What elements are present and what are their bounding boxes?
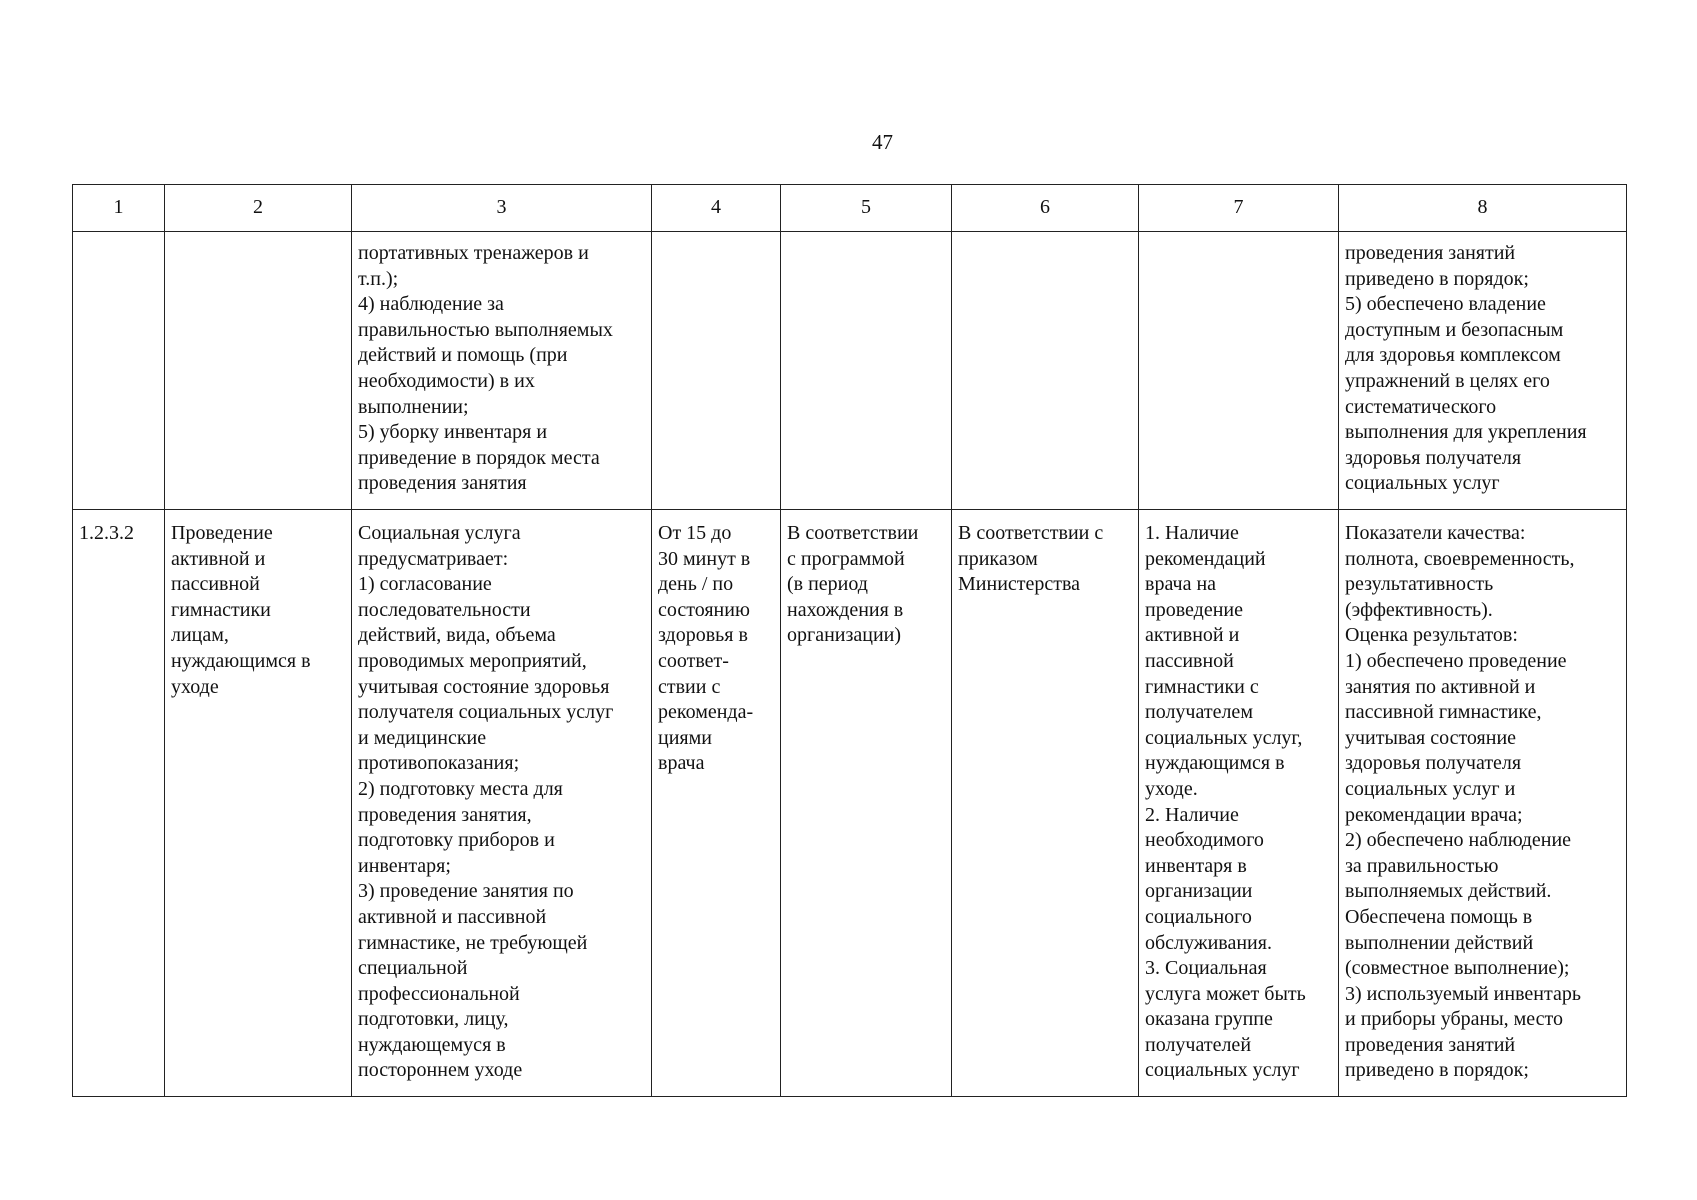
cell-text-line: оказана группе (1145, 1008, 1273, 1031)
cell-text-line: организации) (787, 624, 902, 647)
column-header: 3 (352, 185, 652, 232)
cell-text-line: получателем (1145, 701, 1253, 724)
cell-text-line: полнота, своевременность, (1345, 547, 1575, 570)
cell-conditions (1139, 232, 1339, 510)
cell-text-line: выполнении; (358, 395, 469, 418)
cell-text-line: за правильностью (1345, 854, 1499, 877)
cell-text-line: пассивной гимнастике, (1345, 701, 1542, 724)
cell-text-line: 1) согласование (358, 573, 492, 596)
cell-text-line: Проведение (171, 522, 273, 544)
cell-text-line: учитывая состояние здоровья (358, 675, 610, 698)
cell-text-line: рекомендации врача; (1345, 803, 1523, 826)
cell-text-line: 1) обеспечено проведение (1345, 649, 1567, 672)
cell-text-line: гимнастики с (1145, 675, 1259, 698)
column-header: 8 (1339, 185, 1627, 232)
cell-text-line: гимнастики (171, 598, 271, 621)
cell-quality-indicators (1339, 232, 1627, 510)
cell-service-description (352, 232, 652, 510)
cell-text-line: и медицинские (358, 726, 487, 749)
cell-text-line: уходе. (1145, 777, 1198, 800)
cell-text-line: проведения занятия, (358, 803, 532, 826)
cell-text-line: социальных услуг и (1345, 777, 1516, 800)
cell-text-line: подготовку приборов и (358, 829, 555, 852)
cell-text-line: активной и пассивной (358, 905, 547, 928)
table-header-row (73, 185, 1627, 232)
cell-text-line: рекоменда- (658, 701, 754, 724)
cell-text-line: выполнении действий (1345, 931, 1534, 954)
cell-text-line: здоровья в (658, 624, 748, 647)
cell-tariff (952, 232, 1139, 510)
column-header: 2 (165, 185, 352, 232)
cell-text-line: подготовки, лицу, (358, 1008, 509, 1031)
cell-text-line: В соответствии с (958, 522, 1104, 544)
cell-text-line: пассивной (1145, 649, 1234, 672)
cell-text-line: приведение в порядок места (358, 446, 600, 469)
cell-text-line: 3) проведение занятия по (358, 880, 574, 903)
cell-text-line: Показатели качества: (1345, 522, 1526, 544)
cell-service-description (352, 510, 652, 1097)
cell-text-line: лицам, (171, 624, 229, 647)
cell-text-line: последовательности (358, 598, 531, 621)
cell-text-line: постороннем уходе (358, 1059, 523, 1082)
cell-text-line: уходе (171, 675, 219, 698)
cell-frequency (781, 510, 952, 1097)
cell-text-line: приказом (958, 547, 1038, 570)
cell-frequency (781, 232, 952, 510)
cell-text-line: услуга может быть (1145, 982, 1306, 1005)
cell-text-line: здоровья получателя (1345, 446, 1522, 469)
cell-text-line: активной и (1145, 624, 1240, 647)
cell-duration (652, 510, 781, 1097)
cell-text-line: необходимого (1145, 829, 1264, 852)
cell-text-line: 3. Социальная (1145, 957, 1267, 980)
cell-text-line: с программой (787, 547, 905, 570)
cell-text-line: Социальная услуга (358, 522, 521, 544)
cell-text-line: (эффективность). (1345, 598, 1493, 621)
cell-text-line: организации (1145, 880, 1253, 903)
cell-text-line: инвентаря; (358, 854, 451, 877)
cell-text-line: социальных услуг (1345, 472, 1500, 495)
cell-text-line: проведения занятия (358, 472, 527, 495)
cell-service-name (165, 510, 352, 1097)
cell-text-line: От 15 до (658, 522, 732, 544)
cell-text-line: Оценка результатов: (1345, 624, 1518, 647)
cell-text-line: приведено в порядок; (1345, 267, 1529, 290)
cell-text-line: социальных услуг (1145, 1059, 1300, 1082)
cell-text-line: 4) наблюдение за (358, 293, 504, 316)
column-header: 6 (952, 185, 1139, 232)
cell-text-line: правильностью выполняемых (358, 318, 613, 341)
cell-text-line: предусматривает: (358, 547, 509, 570)
cell-text-line: пассивной (171, 573, 260, 596)
cell-text-line: нуждающимся в (171, 649, 311, 672)
cell-text-line: специальной (358, 957, 468, 980)
cell-text-line: получателя социальных услуг (358, 701, 614, 724)
cell-text-line: 2. Наличие (1145, 803, 1239, 826)
cell-text-line: здоровья получателя (1345, 752, 1522, 775)
cell-text-line: рекомендаций (1145, 547, 1266, 570)
cell-text-line: занятия по активной и (1345, 675, 1536, 698)
cell-text-line: 1.2.3.2 (79, 522, 134, 544)
cell-text-line: необходимости) в их (358, 369, 535, 392)
cell-duration (652, 232, 781, 510)
cell-text-line: 5) уборку инвентаря и (358, 421, 548, 444)
cell-text-line: нуждающимся в (1145, 752, 1285, 775)
cell-text-line: 2) подготовку места для (358, 777, 563, 800)
cell-text-line: активной и (171, 547, 266, 570)
cell-text-line: циями (658, 726, 712, 749)
cell-service-name (165, 232, 352, 510)
cell-text-line: профессиональной (358, 982, 520, 1005)
cell-quality-indicators (1339, 510, 1627, 1097)
cell-number (73, 232, 165, 510)
cell-text-line: социальных услуг, (1145, 726, 1303, 749)
cell-text-line: гимнастике, не требующей (358, 931, 588, 954)
cell-text-line: систематического (1345, 395, 1497, 418)
column-header: 5 (781, 185, 952, 232)
cell-text-line: проведение (1145, 598, 1243, 621)
cell-text-line: проведения занятий (1345, 242, 1516, 264)
cell-text-line: портативных тренажеров и (358, 242, 589, 264)
cell-text-line: выполняемых действий. (1345, 880, 1552, 903)
cell-text-line: выполнения для укрепления (1345, 421, 1587, 444)
cell-text-line: 5) обеспечено владение (1345, 293, 1546, 316)
cell-text-line: приведено в порядок; (1345, 1059, 1529, 1082)
cell-text-line: Обеспечена помощь в (1345, 905, 1533, 928)
cell-text-line: т.п.); (358, 267, 399, 290)
cell-text-line: противопоказания; (358, 752, 520, 775)
cell-text-line: врача на (1145, 573, 1217, 596)
cell-text-line: день / по (658, 573, 734, 596)
cell-text-line: и приборы убраны, место (1345, 1008, 1564, 1031)
cell-text-line: проводимых мероприятий, (358, 649, 587, 672)
cell-text-line: В соответствии (787, 522, 919, 544)
cell-text-line: состоянию (658, 598, 750, 621)
cell-text-line: 2) обеспечено наблюдение (1345, 829, 1572, 852)
cell-text-line: инвентаря в (1145, 854, 1247, 877)
cell-text-line: 3) используемый инвентарь (1345, 982, 1581, 1005)
page-number: 47 (872, 130, 893, 154)
cell-text-line: нахождения в (787, 598, 904, 621)
cell-text-line: получателей (1145, 1033, 1252, 1056)
cell-conditions (1139, 510, 1339, 1097)
cell-tariff (952, 510, 1139, 1097)
cell-text-line: обслуживания. (1145, 931, 1272, 954)
cell-text-line: проведения занятий (1345, 1033, 1516, 1056)
cell-text-line: 30 минут в (658, 547, 751, 570)
cell-text-line: ствии с (658, 675, 721, 698)
cell-text-line: действий и помощь (при (358, 344, 568, 367)
cell-text-line: результативность (1345, 573, 1494, 596)
column-header: 7 (1139, 185, 1339, 232)
cell-text-line: упражнений в целях его (1345, 369, 1550, 392)
cell-text-line: 1. Наличие (1145, 522, 1239, 544)
services-table (72, 184, 1627, 1097)
cell-text-line: для здоровья комплексом (1345, 344, 1561, 367)
cell-text-line: учитывая состояние (1345, 726, 1517, 749)
column-header: 1 (73, 185, 165, 232)
cell-text-line: (совместное выполнение); (1345, 957, 1570, 980)
cell-text-line: действий, вида, объема (358, 624, 556, 647)
cell-text-line: нуждающемуся в (358, 1033, 506, 1056)
cell-text-line: Министерства (958, 573, 1081, 596)
cell-text-line: врача (658, 752, 705, 775)
cell-text-line: соответ- (658, 649, 729, 672)
cell-text-line: доступным и безопасным (1345, 318, 1564, 341)
table-row (73, 232, 1627, 510)
table-row (73, 510, 1627, 1097)
cell-text-line: (в период (787, 573, 868, 596)
cell-text-line: социального (1145, 905, 1252, 928)
cell-number (73, 510, 165, 1097)
column-header: 4 (652, 185, 781, 232)
